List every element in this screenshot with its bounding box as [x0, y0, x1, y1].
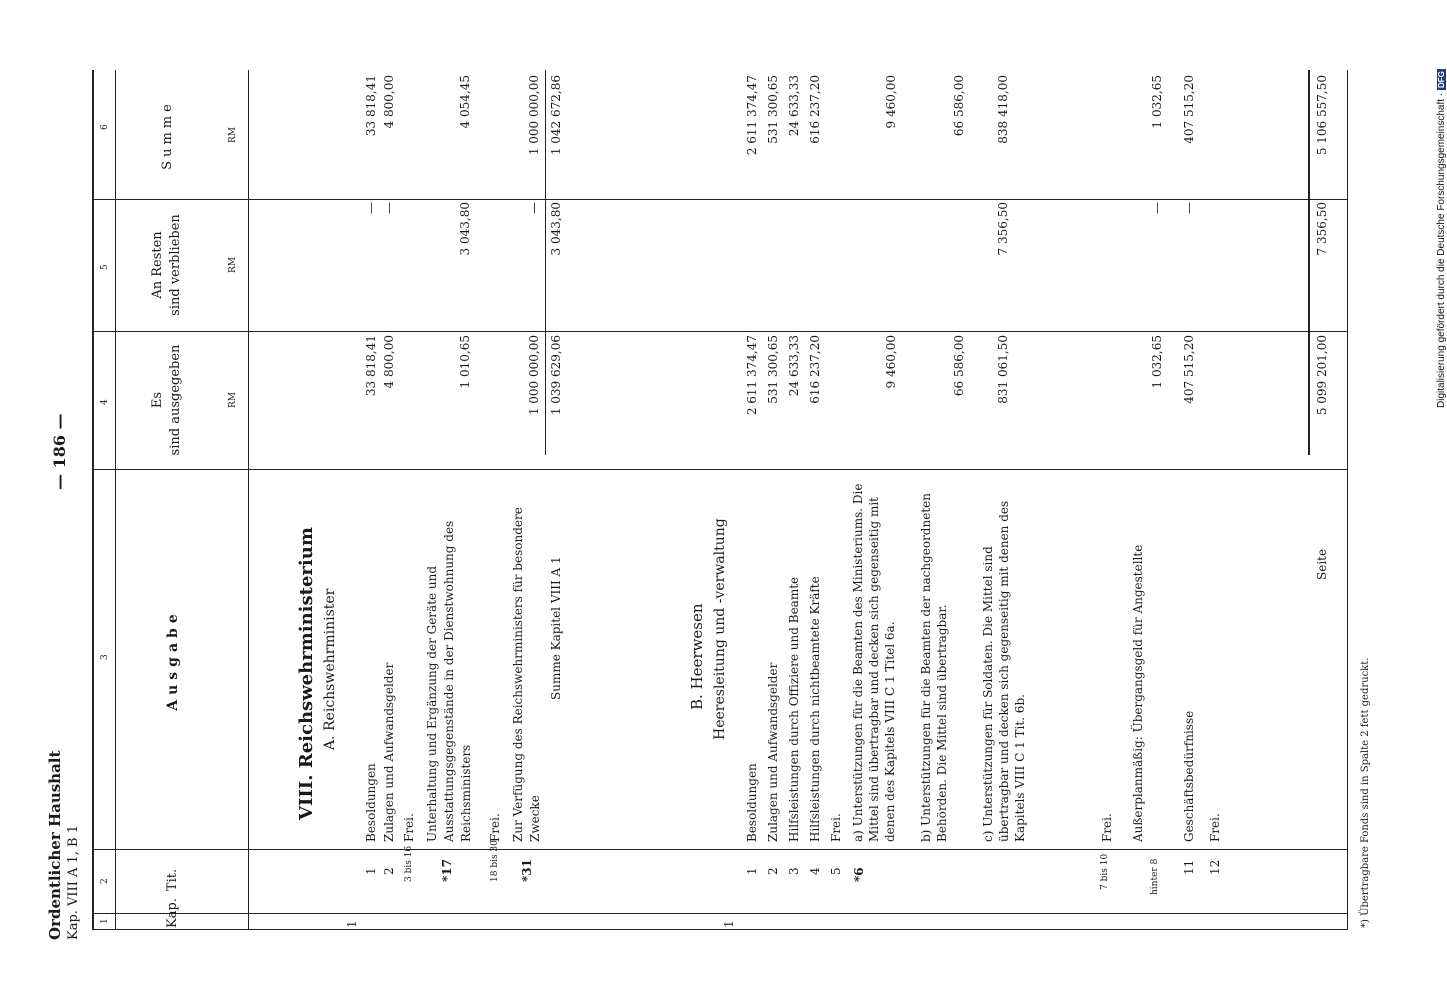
b-row-10-ausgegeben: 1 032,65: [1150, 335, 1164, 389]
b-row-6-tit: *6: [852, 867, 866, 882]
a-row-2-text: Zulagen und Aufwandsgelder: [382, 662, 396, 842]
header-summe: Summe: [160, 100, 175, 170]
dfg-sidebar: [1418, 8, 1447, 408]
b-row-8-text: c) Unterstützungen für Soldaten. Die Mittel sind übertragbar und decken sich gegenseitig mit denen des Kapitels VIII C 1 Tit. 6b.: [981, 500, 1027, 842]
b-row-2-text: Zulagen und Aufwandsgelder: [766, 662, 780, 842]
colnum-4: 4: [100, 399, 110, 405]
a-row-6-text: Zur Verfügung des Reichswehrministers für besondere Zwecke: [511, 507, 542, 842]
b-row-4-ausgegeben: 616 237,20: [808, 335, 822, 404]
divider-tit: [92, 849, 1347, 850]
b-row-8-summe: 838 418,00: [996, 75, 1010, 144]
b-row-1-text: Besoldungen: [745, 763, 759, 842]
b-row-8-ausgegeben: 831 061,50: [996, 335, 1010, 404]
footnote: *) Übertragbare Fonds sind in Spalte 2 fett gedruckt.: [1360, 657, 1371, 928]
a-row-4-summe: 4 054,45: [458, 75, 472, 129]
header-reste-1: An Resten: [150, 231, 165, 299]
dfg-sidebar-text: [1436, 69, 1447, 408]
header-reste-unit: RM: [228, 257, 238, 273]
b-row-1-ausgegeben: 2 611 374,47: [745, 335, 759, 416]
b-row-3-tit: 3: [787, 867, 801, 875]
divider-ausgabe: [92, 469, 1347, 470]
header-reste-2: sind verblieben: [168, 214, 183, 316]
section-a-subtitle: A. Reichswehrminister: [322, 588, 338, 750]
b-row-5-text: Frei.: [829, 813, 843, 842]
a-row-5-tit: 18 bis 30: [490, 840, 500, 882]
a-row-1-ausgegeben: 33 818,41: [364, 335, 378, 397]
header-summe-unit: RM: [228, 127, 238, 143]
b-row-3-summe: 24 633,33: [787, 75, 801, 137]
b-row-9-text: Frei.: [1100, 813, 1114, 842]
table-left-border: [92, 929, 1347, 930]
b-row-10-text: Außerplanmäßig: Übergangsgeld für Angestellte: [1131, 544, 1145, 842]
header-ausgegeben-2: sind ausgegeben: [168, 344, 183, 456]
b-row-12-tit: 12: [1208, 859, 1222, 875]
b-row-8-reste: 7 356,50: [996, 202, 1010, 256]
a-row-4-reste: 3 043,80: [458, 202, 472, 256]
section-a-kap: 1: [345, 920, 359, 928]
a-row-6-tit: *31: [520, 859, 534, 882]
a-row-3-text: Frei.: [402, 813, 416, 842]
b-row-4-summe: 616 237,20: [808, 75, 822, 144]
a-total-rule: [545, 70, 546, 455]
colnum-2: 2: [100, 878, 110, 884]
a-row-6-summe: 1 000 000,00: [527, 75, 541, 156]
b-row-10-tit: hinter 8: [1150, 858, 1160, 895]
a-total-ausgegeben: 1 039 629,06: [549, 335, 563, 416]
a-total-reste: 3 043,80: [549, 202, 563, 256]
a-row-5-text: Frei.: [488, 813, 502, 842]
table-bottom-border: [1347, 70, 1348, 930]
section-b-title: B. Heerwesen: [688, 603, 706, 710]
b-row-4-tit: 4: [808, 867, 822, 875]
b-row-9-tit: 7 bis 10: [1100, 853, 1110, 890]
colnum-5: 5: [100, 264, 110, 270]
b-row-1-summe: 2 611 374,47: [745, 75, 759, 156]
a-total-summe: 1 042 672,86: [549, 75, 563, 156]
b-row-10-summe: 1 032,65: [1150, 75, 1164, 129]
page-total-summe: 5 106 557,50: [1315, 75, 1329, 156]
a-total-label: Summe Kapitel VIII A 1: [549, 556, 563, 700]
a-row-6-reste: —: [527, 202, 541, 214]
header-ausgegeben-unit: RM: [228, 392, 238, 408]
header-kap: Kap.: [165, 898, 180, 928]
b-row-4-text: Hilfsleistungen durch nichtbeamtete Kräfte: [808, 576, 822, 842]
b-row-11-text: Geschäftsbedürfnisse: [1182, 710, 1196, 842]
page-number: — 186 —: [50, 413, 69, 490]
a-row-1-reste: —: [364, 202, 378, 214]
b-row-10-reste: —: [1150, 202, 1164, 214]
a-row-3-tit: 3 bis 16: [404, 845, 414, 882]
header-ausgegeben-1: Es: [150, 391, 165, 409]
a-row-2-reste: —: [382, 202, 396, 214]
b-row-2-tit: 2: [766, 867, 780, 875]
b-row-6-ausgegeben: 9 460,00: [884, 335, 898, 389]
header-tit: Tit.: [165, 868, 180, 892]
header-title: Ordentlicher Haushalt: [46, 750, 64, 940]
a-row-6-ausgegeben: 1 000 000,00: [527, 335, 541, 416]
divider-kap: [92, 913, 1347, 914]
dfg-logo: DFG: [1437, 71, 1446, 89]
a-row-2-summe: 4 800,00: [382, 75, 396, 129]
section-b-kap: 1: [722, 920, 736, 928]
b-row-11-tit: 11: [1182, 859, 1196, 875]
b-row-7-text: b) Unterstützungen für die Beamten der nachgeordneten Behörden. Die Mittel sind übertragbar.: [919, 493, 949, 842]
b-row-6-summe: 9 460,00: [884, 75, 898, 129]
b-row-3-text: Hilfsleistungen durch Offiziere und Beamte: [787, 576, 801, 842]
a-row-1-tit: 1: [364, 867, 378, 875]
b-row-7-summe: 66 586,00: [952, 75, 966, 137]
a-row-2-ausgegeben: 4 800,00: [382, 335, 396, 389]
b-row-11-reste: —: [1182, 202, 1196, 214]
page-total-reste: 7 356,50: [1315, 202, 1329, 256]
a-row-2-tit: 2: [382, 867, 396, 875]
a-row-1-summe: 33 818,41: [364, 75, 378, 137]
b-row-12-text: Frei.: [1208, 813, 1222, 842]
header-ausgabe: Ausgabe: [165, 609, 181, 711]
section-b-subtitle: Heeresleitung und -verwaltung: [712, 518, 728, 740]
page-total-label: Seite: [1315, 548, 1329, 580]
a-row-4-tit: *17: [440, 859, 454, 882]
b-row-2-summe: 531 300,65: [766, 75, 780, 144]
a-row-4-ausgegeben: 1 010,65: [458, 335, 472, 389]
colnum-6: 6: [100, 124, 110, 130]
colnum-1: 1: [100, 918, 110, 924]
colnum-3: 3: [100, 654, 110, 660]
page-total-ausgegeben: 5 099 201,00: [1315, 335, 1329, 416]
b-row-3-ausgegeben: 24 633,33: [787, 335, 801, 397]
b-row-2-ausgegeben: 531 300,65: [766, 335, 780, 404]
b-row-5-tit: 5: [829, 867, 843, 875]
page-total-rule: [1308, 70, 1310, 455]
b-row-1-tit: 1: [745, 867, 759, 875]
b-row-7-ausgegeben: 66 586,00: [952, 335, 966, 397]
b-row-6-text: a) Unterstützungen für die Beamten des Ministeriums. Die Mittel sind übertragbar und decken sich gegenseitig mit denen des Kapitels VIII C 1 Titel 6a.: [851, 483, 897, 842]
a-row-1-text: Besoldungen: [364, 763, 378, 842]
section-a-title: VIII. Reichswehrministerium: [296, 527, 317, 820]
dfg-sidebar-label: Digitalisierung gefördert durch die Deutsche Forschungsgemeinschaft ·: [1436, 92, 1447, 408]
b-row-11-ausgegeben: 407 515,20: [1182, 335, 1196, 404]
header-subtitle: Kap. VIII A 1, B 1: [66, 825, 81, 940]
b-row-11-summe: 407 515,20: [1182, 75, 1196, 144]
a-row-4-text: Unterhaltung und Ergänzung der Geräte und Ausstattungsgegenstände in der Dienstwohnung des Reichsministers: [425, 520, 473, 842]
